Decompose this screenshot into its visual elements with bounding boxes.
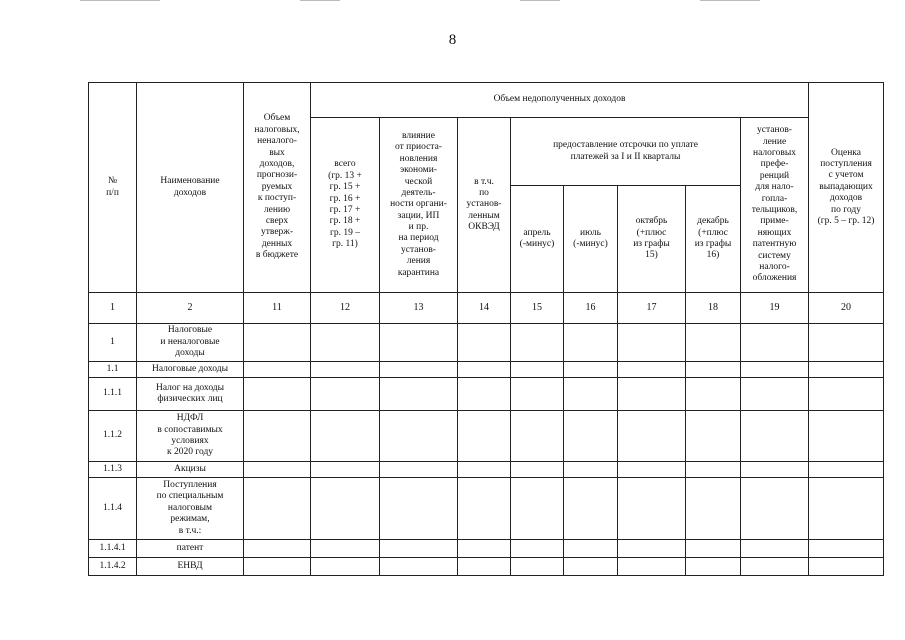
header-april: апрель (-минус) xyxy=(511,186,564,293)
empty-cell xyxy=(380,478,458,540)
row-name: НДФЛ в сопоставимых условиях к 2020 году xyxy=(137,411,244,462)
header-okved: в т.ч. по установ- ленным ОКВЭД xyxy=(458,118,511,293)
empty-cell xyxy=(311,411,380,462)
empty-cell xyxy=(809,478,884,540)
empty-cell xyxy=(564,540,618,558)
empty-cell xyxy=(311,378,380,411)
row-code: 1.1 xyxy=(89,362,137,378)
header-row-1 xyxy=(89,83,884,118)
row-name: Налоговые доходы xyxy=(137,362,244,378)
empty-cell xyxy=(618,324,686,362)
row-name: патент xyxy=(137,540,244,558)
empty-cell xyxy=(380,540,458,558)
empty-cell xyxy=(618,478,686,540)
column-number: 11 xyxy=(244,293,311,324)
header-influence: влияние от приоста- новления экономи- ческой деятель- ности органи- зации, ИП и пр. на период установ- ления карантина xyxy=(380,118,458,293)
empty-cell xyxy=(809,558,884,576)
empty-cell xyxy=(686,411,741,462)
empty-cell xyxy=(511,478,564,540)
empty-cell xyxy=(809,462,884,478)
empty-cell xyxy=(686,478,741,540)
empty-cell xyxy=(458,540,511,558)
table-row xyxy=(89,411,884,462)
empty-cell xyxy=(686,378,741,411)
column-number: 18 xyxy=(686,293,741,324)
table-row xyxy=(89,558,884,576)
column-number: 13 xyxy=(380,293,458,324)
empty-cell xyxy=(741,378,809,411)
header-group-deferral: предоставление отсрочки по уплате платежей за I и II кварталы xyxy=(511,118,741,186)
empty-cell xyxy=(564,378,618,411)
empty-cell xyxy=(686,462,741,478)
header-july: июль (-минус) xyxy=(564,186,618,293)
row-code: 1.1.4.2 xyxy=(89,558,137,576)
empty-cell xyxy=(511,411,564,462)
header-preferences: установ- ление налоговых префе- ренций для нало- гопла- тельщиков, приме- няющих патентную систему налого- обложения xyxy=(741,118,809,293)
empty-cell xyxy=(741,478,809,540)
empty-cell xyxy=(458,411,511,462)
empty-cell xyxy=(809,411,884,462)
empty-cell xyxy=(618,462,686,478)
empty-cell xyxy=(311,478,380,540)
empty-cell xyxy=(311,362,380,378)
empty-cell xyxy=(458,324,511,362)
row-code: 1.1.1 xyxy=(89,378,137,411)
column-number: 14 xyxy=(458,293,511,324)
row-name: Налоговые и неналоговые доходы xyxy=(137,324,244,362)
empty-cell xyxy=(244,411,311,462)
header-name: Наименование доходов xyxy=(137,83,244,293)
empty-cell xyxy=(458,462,511,478)
empty-cell xyxy=(741,558,809,576)
table-row xyxy=(89,478,884,540)
empty-cell xyxy=(618,558,686,576)
empty-cell xyxy=(564,362,618,378)
empty-cell xyxy=(458,558,511,576)
empty-cell xyxy=(244,378,311,411)
scan-edge-mark xyxy=(700,0,760,1)
row-code: 1.1.4.1 xyxy=(89,540,137,558)
column-number: 1 xyxy=(89,293,137,324)
empty-cell xyxy=(511,462,564,478)
table-row xyxy=(89,540,884,558)
row-code: 1.1.3 xyxy=(89,462,137,478)
empty-cell xyxy=(311,558,380,576)
empty-cell xyxy=(618,540,686,558)
table-row xyxy=(89,362,884,378)
row-code: 1.1.4 xyxy=(89,478,137,540)
empty-cell xyxy=(311,462,380,478)
table-row xyxy=(89,378,884,411)
lost-revenue-table xyxy=(88,82,884,576)
empty-cell xyxy=(618,411,686,462)
header-group-lost: Объем недополученных доходов xyxy=(311,83,809,118)
header-december: декабрь (+плюс из графы 16) xyxy=(686,186,741,293)
empty-cell xyxy=(511,558,564,576)
empty-cell xyxy=(564,411,618,462)
column-number: 16 xyxy=(564,293,618,324)
empty-cell xyxy=(809,362,884,378)
empty-cell xyxy=(741,411,809,462)
scan-edge-mark xyxy=(300,0,340,1)
empty-cell xyxy=(311,324,380,362)
empty-cell xyxy=(380,462,458,478)
column-number: 2 xyxy=(137,293,244,324)
empty-cell xyxy=(380,411,458,462)
empty-cell xyxy=(564,462,618,478)
column-number: 15 xyxy=(511,293,564,324)
empty-cell xyxy=(244,558,311,576)
empty-cell xyxy=(511,378,564,411)
column-number: 19 xyxy=(741,293,809,324)
empty-cell xyxy=(380,378,458,411)
empty-cell xyxy=(741,362,809,378)
header-num: № п/п xyxy=(89,83,137,293)
column-number: 17 xyxy=(618,293,686,324)
empty-cell xyxy=(809,378,884,411)
empty-cell xyxy=(511,324,564,362)
table-row xyxy=(89,462,884,478)
empty-cell xyxy=(741,540,809,558)
column-number-row xyxy=(89,293,884,324)
empty-cell xyxy=(686,540,741,558)
empty-cell xyxy=(458,362,511,378)
empty-cell xyxy=(244,540,311,558)
empty-cell xyxy=(618,378,686,411)
empty-cell xyxy=(686,558,741,576)
row-name: Налог на доходы физических лиц xyxy=(137,378,244,411)
empty-cell xyxy=(458,378,511,411)
scan-edge-mark xyxy=(80,0,160,1)
empty-cell xyxy=(686,324,741,362)
header-volume: Объем налоговых, неналого- вых доходов, прогнози- руемых к поступ- лению сверх утверж- денных в бюджете xyxy=(244,83,311,293)
row-name: ЕНВД xyxy=(137,558,244,576)
scan-edge-mark xyxy=(520,0,560,1)
empty-cell xyxy=(380,362,458,378)
table-row xyxy=(89,324,884,362)
empty-cell xyxy=(244,362,311,378)
empty-cell xyxy=(809,324,884,362)
empty-cell xyxy=(564,324,618,362)
row-code: 1 xyxy=(89,324,137,362)
empty-cell xyxy=(618,362,686,378)
empty-cell xyxy=(809,540,884,558)
empty-cell xyxy=(380,558,458,576)
empty-cell xyxy=(380,324,458,362)
header-estimate: Оценка поступления с учетом выпадающих доходов по году (гр. 5 – гр. 12) xyxy=(809,83,884,293)
page-number: 8 xyxy=(448,32,457,48)
empty-cell xyxy=(244,478,311,540)
row-name: Акцизы xyxy=(137,462,244,478)
empty-cell xyxy=(741,324,809,362)
column-number: 12 xyxy=(311,293,380,324)
empty-cell xyxy=(511,540,564,558)
empty-cell xyxy=(564,478,618,540)
header-october: октябрь (+плюс из графы 15) xyxy=(618,186,686,293)
empty-cell xyxy=(458,478,511,540)
row-name: Поступления по специальным налоговым режимам, в т.ч.: xyxy=(137,478,244,540)
empty-cell xyxy=(311,540,380,558)
row-code: 1.1.2 xyxy=(89,411,137,462)
column-number: 20 xyxy=(809,293,884,324)
header-total: всего (гр. 13 + гр. 15 + гр. 16 + гр. 17 + гр. 18 + гр. 19 – гр. 11) xyxy=(311,118,380,293)
empty-cell xyxy=(564,558,618,576)
empty-cell xyxy=(244,324,311,362)
empty-cell xyxy=(244,462,311,478)
empty-cell xyxy=(511,362,564,378)
empty-cell xyxy=(686,362,741,378)
empty-cell xyxy=(741,462,809,478)
